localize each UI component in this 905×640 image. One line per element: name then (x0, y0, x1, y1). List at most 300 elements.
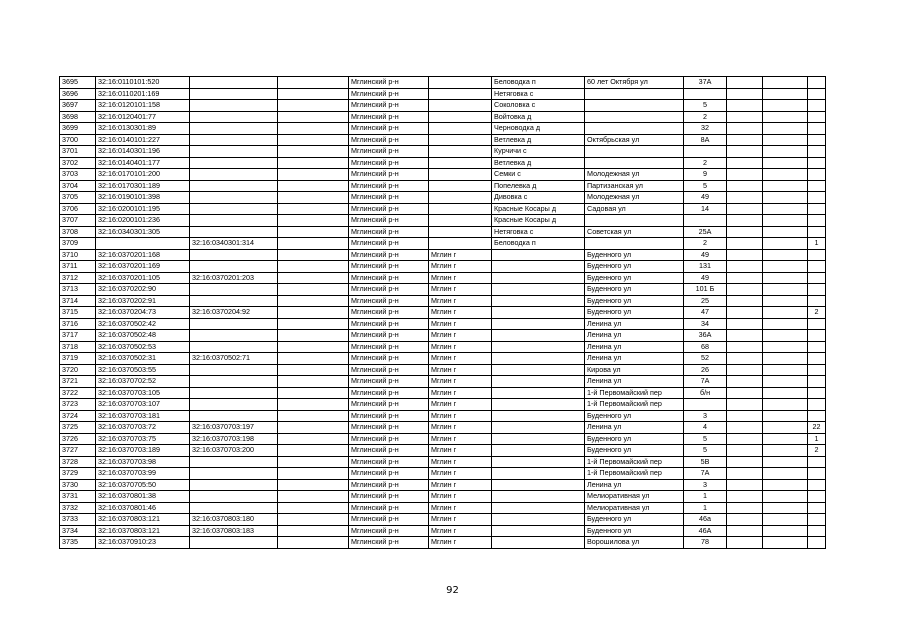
settlement-cell: Семки с (492, 169, 585, 181)
settlement-cell (492, 272, 585, 284)
count-cell (808, 146, 826, 158)
empty-column-cell (278, 146, 349, 158)
table-row (60, 123, 826, 135)
row-number-cell: 3728 (60, 456, 96, 468)
settlement-cell: Черноводка д (492, 123, 585, 135)
empty-column-cell (278, 433, 349, 445)
house-number-cell (684, 215, 727, 227)
district-cell: Мглинский р-н (349, 215, 429, 227)
city-cell: Мглин г (429, 387, 492, 399)
street-cell: Буденного ул (585, 261, 684, 273)
city-cell (429, 100, 492, 112)
street-cell: 1-й Первомайский пер (585, 456, 684, 468)
cadastral-number-cell: 32:16:0370502:42 (96, 318, 190, 330)
empty-column-3-cell (763, 169, 808, 181)
street-cell (585, 100, 684, 112)
city-cell (429, 77, 492, 89)
city-cell: Мглин г (429, 525, 492, 537)
empty-column-cell (278, 203, 349, 215)
house-number-cell: 32 (684, 123, 727, 135)
count-cell (808, 387, 826, 399)
empty-column-2-cell (727, 180, 763, 192)
cadastral-number-cell: 32:16:0370803:121 (96, 514, 190, 526)
street-cell: Буденного ул (585, 249, 684, 261)
count-cell (808, 318, 826, 330)
empty-column-3-cell (763, 537, 808, 549)
table-row (60, 376, 826, 388)
settlement-cell: Красные Косары д (492, 203, 585, 215)
table-body (60, 77, 826, 549)
count-cell (808, 330, 826, 342)
empty-column-2-cell (727, 249, 763, 261)
count-cell (808, 169, 826, 181)
district-cell: Мглинский р-н (349, 226, 429, 238)
house-number-cell: 52 (684, 353, 727, 365)
empty-column-cell (278, 468, 349, 480)
count-cell: 2 (808, 445, 826, 457)
row-number-cell: 3734 (60, 525, 96, 537)
table-row (60, 491, 826, 503)
cadastral-number-cell: 32:16:0340301:305 (96, 226, 190, 238)
district-cell: Мглинский р-н (349, 180, 429, 192)
empty-column-2-cell (727, 468, 763, 480)
city-cell (429, 146, 492, 158)
empty-column-3-cell (763, 272, 808, 284)
empty-column-cell (278, 307, 349, 319)
linked-cadastral-number-cell (190, 537, 278, 549)
empty-column-cell (278, 422, 349, 434)
table-row (60, 203, 826, 215)
empty-column-2-cell (727, 410, 763, 422)
row-number-cell: 3707 (60, 215, 96, 227)
linked-cadastral-number-cell (190, 215, 278, 227)
empty-column-3-cell (763, 318, 808, 330)
house-number-cell: 3 (684, 479, 727, 491)
district-cell: Мглинский р-н (349, 491, 429, 503)
empty-column-3-cell (763, 445, 808, 457)
linked-cadastral-number-cell (190, 295, 278, 307)
city-cell (429, 111, 492, 123)
settlement-cell (492, 502, 585, 514)
settlement-cell: Попелевка д (492, 180, 585, 192)
empty-column-3-cell (763, 514, 808, 526)
city-cell: Мглин г (429, 537, 492, 549)
linked-cadastral-number-cell (190, 410, 278, 422)
house-number-cell (684, 88, 727, 100)
empty-column-2-cell (727, 353, 763, 365)
street-cell: Буденного ул (585, 445, 684, 457)
linked-cadastral-number-cell (190, 157, 278, 169)
empty-column-2-cell (727, 203, 763, 215)
empty-column-2-cell (727, 514, 763, 526)
cadastral-number-cell: 32:16:0200101:236 (96, 215, 190, 227)
count-cell (808, 272, 826, 284)
row-number-cell: 3723 (60, 399, 96, 411)
street-cell: Мелиоративная ул (585, 502, 684, 514)
table-row (60, 215, 826, 227)
empty-column-cell (278, 491, 349, 503)
count-cell (808, 111, 826, 123)
empty-column-2-cell (727, 215, 763, 227)
cadastral-number-cell: 32:16:0370803:121 (96, 525, 190, 537)
street-cell (585, 146, 684, 158)
count-cell (808, 514, 826, 526)
district-cell: Мглинский р-н (349, 100, 429, 112)
cadastral-number-cell: 32:16:0370201:168 (96, 249, 190, 261)
district-cell: Мглинский р-н (349, 468, 429, 480)
city-cell: Мглин г (429, 502, 492, 514)
cadastral-number-cell: 32:16:0370204:73 (96, 307, 190, 319)
linked-cadastral-number-cell (190, 100, 278, 112)
empty-column-cell (278, 364, 349, 376)
district-cell: Мглинский р-н (349, 169, 429, 181)
count-cell: 22 (808, 422, 826, 434)
street-cell: 1-й Первомайский пер (585, 399, 684, 411)
street-cell: Молодежная ул (585, 169, 684, 181)
empty-column-cell (278, 100, 349, 112)
house-number-cell: 2 (684, 111, 727, 123)
cadastral-number-cell: 32:16:0370503:55 (96, 364, 190, 376)
row-number-cell: 3714 (60, 295, 96, 307)
settlement-cell (492, 318, 585, 330)
linked-cadastral-number-cell (190, 88, 278, 100)
cadastral-number-cell: 32:16:0140401:177 (96, 157, 190, 169)
city-cell (429, 238, 492, 250)
empty-column-cell (278, 192, 349, 204)
cadastral-number-cell (96, 238, 190, 250)
empty-column-2-cell (727, 88, 763, 100)
table-row (60, 134, 826, 146)
linked-cadastral-number-cell (190, 318, 278, 330)
count-cell (808, 468, 826, 480)
district-cell: Мглинский р-н (349, 307, 429, 319)
city-cell: Мглин г (429, 353, 492, 365)
empty-column-2-cell (727, 192, 763, 204)
city-cell: Мглин г (429, 433, 492, 445)
row-number-cell: 3718 (60, 341, 96, 353)
settlement-cell: Ветлевка д (492, 134, 585, 146)
settlement-cell (492, 422, 585, 434)
row-number-cell: 3703 (60, 169, 96, 181)
settlement-cell: Беловодка п (492, 238, 585, 250)
row-number-cell: 3710 (60, 249, 96, 261)
table-row (60, 353, 826, 365)
street-cell: Буденного ул (585, 307, 684, 319)
settlement-cell: Войтовка д (492, 111, 585, 123)
district-cell: Мглинский р-н (349, 479, 429, 491)
street-cell: Ленина ул (585, 479, 684, 491)
table-row (60, 387, 826, 399)
district-cell: Мглинский р-н (349, 387, 429, 399)
table-row (60, 468, 826, 480)
empty-column-3-cell (763, 192, 808, 204)
cadastral-number-cell: 32:16:0170101:200 (96, 169, 190, 181)
table-row (60, 410, 826, 422)
row-number-cell: 3730 (60, 479, 96, 491)
empty-column-cell (278, 330, 349, 342)
house-number-cell: 5 (684, 433, 727, 445)
settlement-cell: Беловодка п (492, 77, 585, 89)
table-row (60, 479, 826, 491)
house-number-cell: 1 (684, 502, 727, 514)
city-cell: Мглин г (429, 261, 492, 273)
row-number-cell: 3706 (60, 203, 96, 215)
street-cell: Кирова ул (585, 364, 684, 376)
house-number-cell: 7А (684, 468, 727, 480)
city-cell: Мглин г (429, 491, 492, 503)
count-cell (808, 192, 826, 204)
street-cell: Молодежная ул (585, 192, 684, 204)
empty-column-cell (278, 249, 349, 261)
settlement-cell (492, 433, 585, 445)
district-cell: Мглинский р-н (349, 330, 429, 342)
cadastral-number-cell: 32:16:0370703:107 (96, 399, 190, 411)
empty-column-3-cell (763, 215, 808, 227)
district-cell: Мглинский р-н (349, 192, 429, 204)
empty-column-3-cell (763, 146, 808, 158)
table-row (60, 456, 826, 468)
cadastral-number-cell: 32:16:0200101:195 (96, 203, 190, 215)
table-row (60, 272, 826, 284)
row-number-cell: 3721 (60, 376, 96, 388)
row-number-cell: 3696 (60, 88, 96, 100)
house-number-cell: 2 (684, 157, 727, 169)
city-cell: Мглин г (429, 249, 492, 261)
street-cell: Партизанская ул (585, 180, 684, 192)
district-cell: Мглинский р-н (349, 146, 429, 158)
empty-column-2-cell (727, 146, 763, 158)
empty-column-3-cell (763, 88, 808, 100)
empty-column-3-cell (763, 410, 808, 422)
table-row (60, 88, 826, 100)
row-number-cell: 3715 (60, 307, 96, 319)
settlement-cell (492, 364, 585, 376)
linked-cadastral-number-cell: 32:16:0370201:203 (190, 272, 278, 284)
empty-column-cell (278, 399, 349, 411)
cadastral-number-cell: 32:16:0140301:196 (96, 146, 190, 158)
city-cell (429, 180, 492, 192)
empty-column-2-cell (727, 284, 763, 296)
empty-column-cell (278, 479, 349, 491)
cadastral-number-cell: 32:16:0370703:99 (96, 468, 190, 480)
city-cell (429, 192, 492, 204)
linked-cadastral-number-cell (190, 387, 278, 399)
table-row (60, 226, 826, 238)
cadastral-number-cell: 32:16:0120401:77 (96, 111, 190, 123)
street-cell: Буденного ул (585, 410, 684, 422)
street-cell: Ленина ул (585, 318, 684, 330)
city-cell: Мглин г (429, 376, 492, 388)
district-cell: Мглинский р-н (349, 318, 429, 330)
empty-column-cell (278, 261, 349, 273)
street-cell (585, 88, 684, 100)
linked-cadastral-number-cell (190, 399, 278, 411)
row-number-cell: 3729 (60, 468, 96, 480)
row-number-cell: 3735 (60, 537, 96, 549)
cadastral-number-cell: 32:16:0370502:53 (96, 341, 190, 353)
city-cell: Мглин г (429, 514, 492, 526)
street-cell (585, 111, 684, 123)
table-row (60, 341, 826, 353)
count-cell (808, 134, 826, 146)
city-cell: Мглин г (429, 422, 492, 434)
district-cell: Мглинский р-н (349, 445, 429, 457)
settlement-cell: Красные Косары д (492, 215, 585, 227)
street-cell: 1-й Первомайский пер (585, 468, 684, 480)
table-row (60, 261, 826, 273)
empty-column-3-cell (763, 456, 808, 468)
settlement-cell (492, 537, 585, 549)
empty-column-2-cell (727, 307, 763, 319)
empty-column-3-cell (763, 376, 808, 388)
street-cell: Ленина ул (585, 341, 684, 353)
cadastral-number-cell: 32:16:0370502:31 (96, 353, 190, 365)
row-number-cell: 3725 (60, 422, 96, 434)
house-number-cell: 101 Б (684, 284, 727, 296)
house-number-cell: 26 (684, 364, 727, 376)
row-number-cell: 3727 (60, 445, 96, 457)
district-cell: Мглинский р-н (349, 238, 429, 250)
cadastral-number-cell: 32:16:0120101:158 (96, 100, 190, 112)
settlement-cell (492, 376, 585, 388)
count-cell (808, 456, 826, 468)
district-cell: Мглинский р-н (349, 353, 429, 365)
settlement-cell: Ветлевка д (492, 157, 585, 169)
district-cell: Мглинский р-н (349, 502, 429, 514)
empty-column-cell (278, 215, 349, 227)
linked-cadastral-number-cell (190, 491, 278, 503)
city-cell: Мглин г (429, 479, 492, 491)
row-number-cell: 3722 (60, 387, 96, 399)
street-cell: Буденного ул (585, 272, 684, 284)
empty-column-2-cell (727, 318, 763, 330)
empty-column-cell (278, 123, 349, 135)
settlement-cell (492, 341, 585, 353)
city-cell (429, 157, 492, 169)
district-cell: Мглинский р-н (349, 111, 429, 123)
empty-column-2-cell (727, 226, 763, 238)
settlement-cell (492, 399, 585, 411)
empty-column-3-cell (763, 491, 808, 503)
street-cell: Ленина ул (585, 422, 684, 434)
settlement-cell: Нетяговка с (492, 226, 585, 238)
house-number-cell: 9 (684, 169, 727, 181)
count-cell (808, 537, 826, 549)
table-row (60, 146, 826, 158)
table-row (60, 100, 826, 112)
cadastral-number-cell: 32:16:0370202:91 (96, 295, 190, 307)
empty-column-3-cell (763, 353, 808, 365)
cadastral-number-cell: 32:16:0370703:72 (96, 422, 190, 434)
empty-column-3-cell (763, 134, 808, 146)
count-cell (808, 399, 826, 411)
settlement-cell (492, 468, 585, 480)
district-cell: Мглинский р-н (349, 376, 429, 388)
settlement-cell (492, 307, 585, 319)
house-number-cell (684, 146, 727, 158)
count-cell (808, 226, 826, 238)
empty-column-cell (278, 387, 349, 399)
empty-column-cell (278, 525, 349, 537)
city-cell: Мглин г (429, 456, 492, 468)
district-cell: Мглинский р-н (349, 203, 429, 215)
district-cell: Мглинский р-н (349, 341, 429, 353)
empty-column-cell (278, 410, 349, 422)
house-number-cell: 25 (684, 295, 727, 307)
linked-cadastral-number-cell (190, 146, 278, 158)
street-cell: Мелиоративная ул (585, 491, 684, 503)
count-cell (808, 525, 826, 537)
city-cell: Мглин г (429, 445, 492, 457)
street-cell: Буденного ул (585, 525, 684, 537)
row-number-cell: 3701 (60, 146, 96, 158)
empty-column-3-cell (763, 341, 808, 353)
district-cell: Мглинский р-н (349, 157, 429, 169)
empty-column-2-cell (727, 111, 763, 123)
city-cell: Мглин г (429, 364, 492, 376)
count-cell (808, 491, 826, 503)
district-cell: Мглинский р-н (349, 295, 429, 307)
empty-column-cell (278, 226, 349, 238)
count-cell (808, 502, 826, 514)
city-cell (429, 134, 492, 146)
street-cell (585, 123, 684, 135)
street-cell (585, 238, 684, 250)
empty-column-2-cell (727, 157, 763, 169)
cadastral-number-cell: 32:16:0370703:189 (96, 445, 190, 457)
empty-column-2-cell (727, 491, 763, 503)
table-row (60, 330, 826, 342)
settlement-cell (492, 284, 585, 296)
linked-cadastral-number-cell (190, 203, 278, 215)
empty-column-2-cell (727, 479, 763, 491)
settlement-cell (492, 249, 585, 261)
linked-cadastral-number-cell (190, 77, 278, 89)
empty-column-3-cell (763, 364, 808, 376)
count-cell (808, 249, 826, 261)
row-number-cell: 3717 (60, 330, 96, 342)
empty-column-3-cell (763, 100, 808, 112)
cadastral-number-cell: 32:16:0370703:181 (96, 410, 190, 422)
empty-column-3-cell (763, 502, 808, 514)
street-cell: 1-й Первомайский пер (585, 387, 684, 399)
empty-column-3-cell (763, 157, 808, 169)
linked-cadastral-number-cell: 32:16:0370703:200 (190, 445, 278, 457)
table-row (60, 111, 826, 123)
table-row (60, 537, 826, 549)
empty-column-3-cell (763, 77, 808, 89)
empty-column-3-cell (763, 399, 808, 411)
house-number-cell: 78 (684, 537, 727, 549)
row-number-cell: 3705 (60, 192, 96, 204)
count-cell (808, 353, 826, 365)
house-number-cell: 49 (684, 249, 727, 261)
linked-cadastral-number-cell: 32:16:0370703:197 (190, 422, 278, 434)
empty-column-2-cell (727, 399, 763, 411)
empty-column-2-cell (727, 330, 763, 342)
linked-cadastral-number-cell (190, 111, 278, 123)
table-row (60, 422, 826, 434)
linked-cadastral-number-cell (190, 330, 278, 342)
empty-column-2-cell (727, 502, 763, 514)
settlement-cell (492, 514, 585, 526)
table-row (60, 238, 826, 250)
row-number-cell: 3708 (60, 226, 96, 238)
table-row (60, 433, 826, 445)
street-cell (585, 157, 684, 169)
empty-column-2-cell (727, 445, 763, 457)
street-cell: Ленина ул (585, 376, 684, 388)
